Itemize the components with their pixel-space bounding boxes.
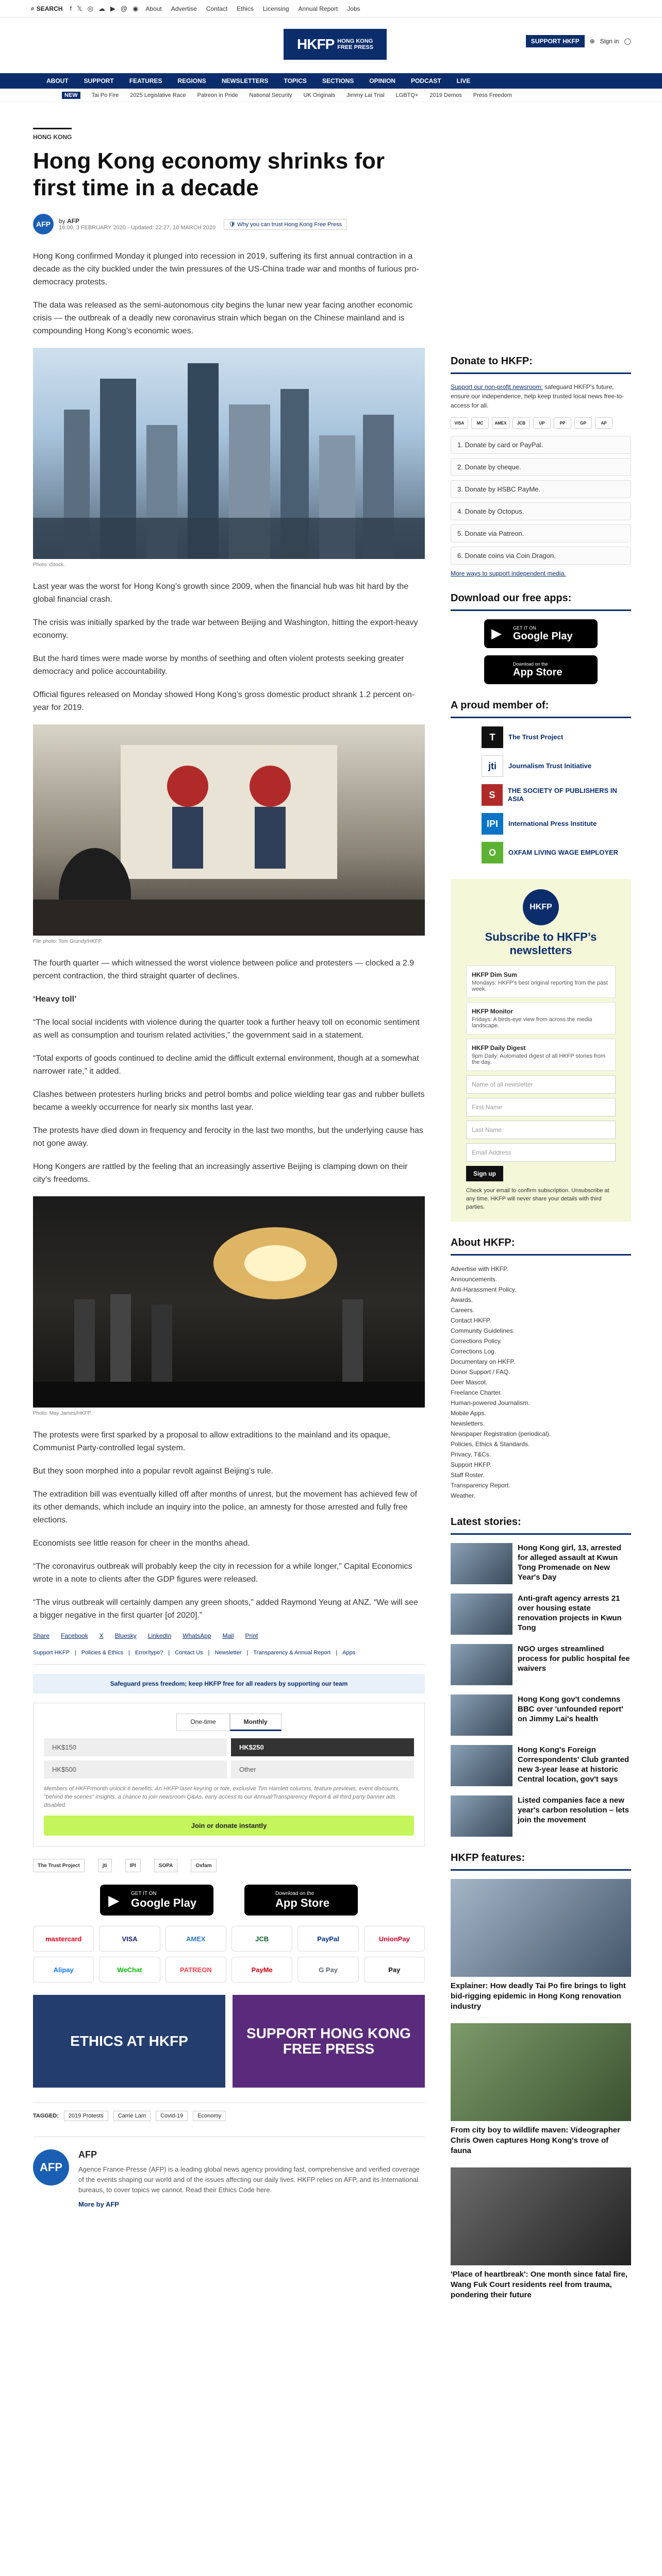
- paragraph: Economists see little reason for cheer in the months ahead.: [33, 1539, 250, 1548]
- nav-regions[interactable]: REGIONS: [177, 77, 206, 84]
- about-link[interactable]: Privacy, T&Cs.: [451, 1451, 491, 1458]
- app-buttons: [33, 1885, 425, 1916]
- freq-one-time[interactable]: One-time: [176, 1714, 229, 1731]
- frequency-toggle: [44, 1714, 414, 1731]
- share-mail[interactable]: Mail: [222, 1632, 234, 1639]
- share-label[interactable]: Share: [33, 1632, 50, 1639]
- about-link[interactable]: Staff Roster.: [451, 1471, 485, 1479]
- member-logo[interactable]: IPI International Press Institute: [482, 813, 631, 835]
- shield-icon: 🛡: [228, 221, 238, 228]
- paragraph: The fourth quarter — which witnessed the worst violence between police and protesters — clocked a 2.9 percent contraction, the third straight quarter of declines.: [33, 959, 415, 980]
- first-name-field[interactable]: First Name: [466, 1098, 616, 1116]
- paragraph: The extradition bill was eventually killed off after months of unrest, but the movement has achieved few of its other demands, which include an inquiry into the police, an amnesty for those arrested and fully free elections.: [33, 1490, 417, 1524]
- donate-title: Donate to HKFP:: [451, 355, 631, 374]
- latest-story[interactable]: Listed companies face a new year's carbon resolution – lets join the movement: [451, 1795, 631, 1837]
- youtube-icon[interactable]: ▶: [110, 4, 115, 12]
- top-link-contact[interactable]: Contact: [206, 5, 228, 12]
- about-link[interactable]: Community Guidelines.: [451, 1327, 515, 1334]
- sidebar-google-play[interactable]: ▶ GET IT ON Google Play: [484, 619, 598, 648]
- photo-caption: Photo: iStock.: [33, 562, 65, 568]
- app-store-button[interactable]: Download on the App Store: [244, 1885, 358, 1916]
- about-link[interactable]: Awards.: [451, 1296, 473, 1303]
- tags-row: [33, 2102, 425, 2121]
- partner-logo[interactable]: Oxfam: [191, 1859, 216, 1872]
- share-print[interactable]: Print: [245, 1632, 258, 1639]
- search-button[interactable]: ⌕ SEARCH: [31, 5, 63, 12]
- photo-caption: File photo: Tom Grundy/HKFP.: [33, 939, 103, 944]
- more-by-link[interactable]: More by AFP: [78, 2200, 119, 2208]
- tag[interactable]: Covid-19: [156, 2111, 188, 2121]
- footer-link[interactable]: Apps: [342, 1650, 356, 1656]
- sign-in-link[interactable]: Sign in: [600, 38, 619, 45]
- donate-text-link[interactable]: Support our non-profit newsroom:: [451, 383, 543, 391]
- pay-method[interactable]: PayMe: [231, 1957, 292, 1982]
- sub-nav: [0, 89, 662, 102]
- top-link-advertise[interactable]: Advertise: [171, 5, 197, 12]
- top-link-about[interactable]: About: [145, 5, 162, 12]
- newsletter-field[interactable]: Name of all newsletter: [466, 1075, 616, 1094]
- subheading: ‘Heavy toll’: [33, 995, 77, 1004]
- paragraph: The crisis was initially sparked by the trade war between Beijing and Washington, hitting the export-heavy economy.: [33, 618, 418, 640]
- about-link[interactable]: Documentary on HKFP.: [451, 1358, 516, 1365]
- pay-method[interactable]: Pay: [364, 1957, 425, 1982]
- social-icons: [70, 5, 138, 13]
- share-bar: [33, 1632, 425, 1639]
- donate-option[interactable]: 2. Donate by cheque.: [451, 458, 631, 476]
- donate-option[interactable]: 4. Donate by Octopus.: [451, 502, 631, 520]
- newsletter-title: Subscribe to HKFP’s newsletters: [485, 930, 597, 957]
- tag[interactable]: Economy: [193, 2111, 226, 2121]
- bluesky-icon[interactable]: ☁: [98, 4, 105, 12]
- about-link[interactable]: Freelance Charter.: [451, 1389, 502, 1396]
- photo-caption: Photo: May James/HKFP.: [33, 1411, 92, 1416]
- story-thumbnail: [451, 1543, 512, 1584]
- subnav-item[interactable]: National Security: [249, 92, 292, 98]
- pay-method[interactable]: mastercard: [33, 1926, 94, 1952]
- more-ways-link[interactable]: More ways to support independent media.: [451, 570, 566, 577]
- trust-badge[interactable]: 🛡 Why you can trust Hong Kong Free Press: [224, 219, 346, 230]
- article-body: [33, 250, 425, 1622]
- donate-text: Support our non-profit newsroom: safeguard HKFP's future, ensure our independence, help keep trusted local news free-to-access for all.: [451, 383, 624, 409]
- about-link[interactable]: Mobile Apps.: [451, 1410, 486, 1417]
- latest-title: Latest stories:: [451, 1516, 631, 1535]
- nav-newsletters[interactable]: NEWSLETTERS: [221, 77, 269, 84]
- paragraph: “The local social incidents with violence during the quarter took a further heavy toll on economic sentiment as well as consumption and tourism related activities,” the government said in a statement.: [33, 1018, 420, 1040]
- footer-link[interactable]: Policies & Ethics: [81, 1650, 124, 1656]
- about-link[interactable]: Corrections Log.: [451, 1348, 496, 1355]
- support-hkfp-button[interactable]: SUPPORT HKFP: [526, 35, 585, 47]
- donate-widget: [33, 1703, 425, 1846]
- pay-icon: MC: [471, 417, 489, 429]
- subnav-item[interactable]: UK Originals: [303, 92, 336, 98]
- play-store-icon: ▶: [491, 625, 502, 641]
- about-link[interactable]: Deer Mascot.: [451, 1379, 488, 1386]
- paragraph: “The coronavirus outbreak will probably keep the city in recession for a while longer,” Capital Economics wrote in a note to clients after the GDP figures were released.: [33, 1562, 412, 1584]
- share-facebook[interactable]: Facebook: [61, 1632, 88, 1639]
- about-link[interactable]: Transparency Report.: [451, 1482, 510, 1489]
- skyline-illustration: [33, 348, 425, 559]
- latest-story[interactable]: Anti-graft agency arrests 21 over housing estate renovation projects in Kwun Tong: [451, 1594, 631, 1635]
- top-right: [526, 35, 631, 47]
- subnav-item[interactable]: 2025 Legislative Race: [130, 92, 186, 98]
- amount-option-selected[interactable]: HK$250: [231, 1738, 414, 1756]
- pay-method[interactable]: Alipay: [33, 1957, 94, 1982]
- join-donate-button[interactable]: Join or donate instantly: [44, 1816, 414, 1836]
- last-name-field[interactable]: Last Name: [466, 1121, 616, 1139]
- donate-option[interactable]: 5. Donate via Patreon.: [451, 524, 631, 543]
- subnav-item[interactable]: Press Freedom: [473, 92, 512, 98]
- donate-option[interactable]: 3. Donate by HSBC PayMe.: [451, 480, 631, 498]
- donate-option[interactable]: 1. Donate by card or PayPal.: [451, 436, 631, 454]
- footer-link[interactable]: Support HKFP: [33, 1650, 70, 1656]
- feature-story[interactable]: Explainer: How deadly Tai Po fire brings to light bid-rigging epidemic in Hong Kong renovation industry: [451, 1879, 631, 2012]
- article-dates: 16:00, 3 FEBRUARY 2020 · Updated: 22:27, 10 MARCH 2020: [59, 225, 216, 231]
- paragraph: The protests have died down in frequency and ferocity in the last two months, but the underlying cause has not gone away.: [33, 1126, 423, 1148]
- author-name[interactable]: AFP: [78, 2149, 97, 2160]
- feature-image: [451, 1879, 631, 1977]
- sidebar-app-store[interactable]: Download on the App Store: [484, 655, 598, 684]
- about-list: [451, 1264, 631, 1501]
- story-thumbnail: [451, 1745, 512, 1786]
- paragraph: “Total exports of goods continued to decline amid the difficult external environment, though at a somewhat narrower rate,” it added.: [33, 1054, 419, 1076]
- subnav-item[interactable]: Patreon in Pride: [197, 92, 238, 98]
- about-link[interactable]: Newsletters.: [451, 1420, 485, 1427]
- facebook-icon[interactable]: f: [70, 4, 72, 12]
- newsletter-note: Check your email to confirm subscription. Unsubscribe at any time. HKFP will never share your details with third parties.: [466, 1188, 609, 1210]
- email-field[interactable]: Email Address: [466, 1143, 616, 1162]
- paragraph: Hong Kongers are rattled by the feeling that an increasingly assertive Beijing is clamping down on their city’s freedoms.: [33, 1162, 408, 1184]
- sidebar: [451, 355, 631, 2312]
- author-link[interactable]: AFP: [67, 217, 80, 225]
- paragraph: The data was released as the semi-autonomous city begins the lunar new year facing another economic crisis — the outbreak of a deadly new coronavirus strain which began on the Chinese mainland and is compounding Hong Kong’s economic woes.: [33, 301, 413, 335]
- author-box-avatar[interactable]: AFP: [33, 2149, 69, 2185]
- member-logo[interactable]: jti Journalism Trust Initiative: [482, 755, 631, 777]
- pay-icon: JCB: [512, 417, 530, 429]
- ethics-promo[interactable]: ETHICS AT HKFP: [33, 1995, 225, 2088]
- pay-method[interactable]: AMEX: [166, 1926, 226, 1952]
- about-link[interactable]: Contact HKFP.: [451, 1317, 491, 1324]
- nav-opinion[interactable]: OPINION: [369, 77, 395, 84]
- about-link[interactable]: Advertise with HKFP.: [451, 1265, 508, 1273]
- latest-story[interactable]: Hong Kong's Foreign Correspondents' Club granted new 3-year lease at historic Central location, gov't says: [451, 1745, 631, 1786]
- user-icon[interactable]: ◯: [624, 38, 631, 45]
- nav-about[interactable]: ABOUT: [46, 77, 69, 84]
- article-kicker[interactable]: HONG KONG: [33, 128, 72, 141]
- paragraph: Hong Kong confirmed Monday it plunged into recession in 2019, suffering its first annual contraction in a decade as the city buckled under the twin pressures of the US-China trade war and months of furious pro-democracy protests.: [33, 252, 419, 286]
- subnav-item[interactable]: Tai Po Fire: [91, 92, 119, 98]
- newsletter-option[interactable]: HKFP Daily Digest 9pm Daily: Automated digest of all HKFP stories from the day.: [466, 1039, 616, 1071]
- nav-sections[interactable]: SECTIONS: [322, 77, 354, 84]
- about-link[interactable]: Human-powered Journalism.: [451, 1399, 530, 1406]
- top-link-ethics[interactable]: Ethics: [237, 5, 254, 12]
- mural-illustration: [33, 724, 425, 936]
- proud-title: A proud member of:: [451, 700, 631, 718]
- about-link[interactable]: Donor Support / FAQ.: [451, 1368, 510, 1376]
- top-link-licensing[interactable]: Licensing: [262, 5, 289, 12]
- paragraph: But they soon morphed into a popular revolt against Beijing’s rule.: [33, 1467, 273, 1476]
- pay-icon: GP: [574, 417, 592, 429]
- amount-options: [44, 1738, 414, 1778]
- top-links: [145, 5, 360, 12]
- story-thumbnail: [451, 1795, 512, 1837]
- support-promo[interactable]: SUPPORT HONG KONG FREE PRESS: [233, 1995, 425, 2088]
- clash-illustration: [33, 1196, 425, 1408]
- tagged-label: TAGGED:: [33, 2113, 59, 2119]
- top-bar: [0, 0, 662, 18]
- partner-logo[interactable]: SOPA: [154, 1859, 178, 1872]
- nav-features[interactable]: FEATURES: [129, 77, 162, 84]
- tag[interactable]: Carrie Lam: [113, 2111, 151, 2121]
- newsletter-box: [451, 879, 631, 1222]
- share-bluesky[interactable]: Bluesky: [114, 1632, 137, 1639]
- about-link[interactable]: Newspaper Registration (periodical).: [451, 1430, 551, 1437]
- feature-image: [451, 2023, 631, 2121]
- about-title: About HKFP:: [451, 1237, 631, 1256]
- freq-monthly[interactable]: Monthly: [230, 1714, 282, 1731]
- play-store-icon: ▶: [108, 1892, 120, 1908]
- footer-link[interactable]: Error/typo?: [135, 1650, 163, 1656]
- author-avatar[interactable]: AFP: [33, 214, 54, 234]
- partner-logos: [33, 1859, 425, 1872]
- partner-logo[interactable]: The Trust Project: [33, 1859, 85, 1872]
- pay-method[interactable]: JCB: [231, 1926, 292, 1952]
- payment-methods: [33, 1926, 425, 1982]
- subnav-item[interactable]: LGBTQ+: [395, 92, 419, 98]
- about-link[interactable]: Corrections Policy.: [451, 1337, 502, 1345]
- rss-icon[interactable]: ◉: [133, 4, 139, 12]
- latest-story[interactable]: Hong Kong gov't condemns BBC over 'unfounded report' on Jimmy Lai's health: [451, 1694, 631, 1736]
- story-thumbnail: [451, 1644, 512, 1685]
- footer-link[interactable]: Contact Us: [175, 1650, 203, 1656]
- donate-option[interactable]: 6. Donate coins via Coin Dragon.: [451, 547, 631, 565]
- article-headline: Hong Kong economy shrinks for first time in a decade: [33, 148, 385, 200]
- safeguard-banner[interactable]: Safeguard press freedom; keep HKFP free for all readers by supporting our team: [33, 1674, 425, 1693]
- new-badge: NEW: [62, 92, 80, 99]
- paragraph: But the hard times were made worse by months of seething and often violent protests seeking greater democracy and police accountability.: [33, 654, 404, 676]
- pay-method[interactable]: WeChat: [99, 1957, 160, 1982]
- paragraph: Clashes between protesters hurling bricks and petrol bombs and police wielding tear gas and rubber bullets became a weekly occurrence for nearly six months last year.: [33, 1090, 425, 1112]
- about-link[interactable]: Anti-Harassment Policy.: [451, 1286, 517, 1293]
- pay-method[interactable]: G Pay: [297, 1957, 358, 1982]
- globe-icon[interactable]: ⊕: [589, 38, 595, 45]
- share-whatsapp[interactable]: WhatsApp: [183, 1632, 211, 1639]
- amount-option[interactable]: HK$500: [44, 1760, 227, 1778]
- tag[interactable]: 2019 Protests: [64, 2111, 108, 2121]
- instagram-icon[interactable]: ◎: [87, 4, 93, 12]
- pay-icon: UP: [533, 417, 551, 429]
- nav-support[interactable]: SUPPORT: [84, 77, 114, 84]
- member-logo[interactable]: T The Trust Project: [482, 726, 631, 748]
- about-link[interactable]: Announcements.: [451, 1276, 498, 1283]
- donate-options: [451, 436, 631, 565]
- article: [33, 128, 425, 2210]
- promo-banners: [33, 1995, 425, 2088]
- nav-live[interactable]: LIVE: [456, 77, 471, 84]
- byline: AFP by AFP 16:00, 3 FEBRUARY 2020 · Updated: 22:27, 10 MARCH 2020 🛡 Why you can trust Hong Kong Free Press: [33, 214, 425, 234]
- pay-method[interactable]: VISA: [99, 1926, 160, 1952]
- signup-button[interactable]: Sign up: [466, 1166, 503, 1181]
- newsletter-logo: HKFP: [523, 889, 559, 925]
- newsletter-option[interactable]: HKFP Monitor Fridays: A birds-eye view from across the media landscape.: [466, 1002, 616, 1035]
- feature-image: [451, 2167, 631, 2265]
- protest-mural-photo[interactable]: [33, 724, 425, 936]
- about-link[interactable]: Support HKFP.: [451, 1461, 492, 1468]
- paragraph: “The virus outbreak will certainly dampen any green shoots,” added Raymond Yeung at ANZ. “We will see a bigger negative in the first quarter [of 2020].”: [33, 1598, 418, 1620]
- amount-option[interactable]: HK$150: [44, 1738, 227, 1756]
- paragraph: Last year was the worst for Hong Kong’s growth since 2009, when the financial hub was hit hard by the global financial crash.: [33, 582, 409, 604]
- nav-podcast[interactable]: PODCAST: [410, 77, 441, 84]
- apps-title: Download our free apps:: [451, 592, 631, 611]
- google-play-button[interactable]: ▶ GET IT ON Google Play: [100, 1885, 213, 1916]
- top-link-jobs[interactable]: Jobs: [347, 5, 360, 12]
- partner-logo[interactable]: jti: [98, 1859, 112, 1872]
- members-note: Members of HKFP/month unlock 6 benefits: An HKFP laser keyring or tote, exclusive Tim Hamlett columns, feature previews, event discounts, "behind the scenes" insights, a chance to join newsroom Q&As, early access to our Annual/Transparency Report & all third party banner ads disabled.: [44, 1786, 400, 1808]
- features-title: HKFP features:: [451, 1852, 631, 1871]
- story-thumbnail: [451, 1594, 512, 1635]
- nav-topics[interactable]: TOPICS: [284, 77, 307, 84]
- latest-story[interactable]: NGO urges streamlined process for public hospital fee waivers: [451, 1644, 631, 1685]
- paragraph: Official figures released on Monday showed Hong Kong’s gross domestic product shrank 1.2 percent on-year for 2019.: [33, 690, 415, 712]
- police-clash-photo[interactable]: [33, 1196, 425, 1408]
- amount-option-other[interactable]: Other: [231, 1760, 414, 1778]
- search-icon: ⌕: [31, 5, 35, 12]
- member-logo[interactable]: O OXFAM LIVING WAGE EMPLOYER: [482, 842, 631, 863]
- footer-link[interactable]: Newsletter: [214, 1650, 242, 1656]
- about-link[interactable]: Weather.: [451, 1492, 475, 1499]
- share-linkedin[interactable]: LinkedIn: [147, 1632, 172, 1639]
- partner-logo[interactable]: IPI: [125, 1859, 141, 1872]
- pay-method[interactable]: PATREON: [166, 1957, 226, 1982]
- author-box: [33, 2137, 425, 2210]
- pay-icon: AP: [595, 417, 613, 429]
- pay-method[interactable]: PayPal: [297, 1926, 358, 1952]
- top-link-annual-report[interactable]: Annual Report: [298, 5, 338, 12]
- pay-method[interactable]: UnionPay: [364, 1926, 425, 1952]
- subnav-item[interactable]: 2019 Demos: [429, 92, 462, 98]
- main-nav: [0, 73, 662, 89]
- member-logo[interactable]: S THE SOCIETY OF PUBLISHERS IN ASIA: [482, 784, 631, 806]
- x-icon[interactable]: 𝕏: [77, 4, 82, 12]
- pay-icon: AMEX: [492, 417, 509, 429]
- paragraph: The protests were first sparked by a proposal to allow extraditions to the mainland and its opaque, Communist Party-controlled legal system.: [33, 1431, 390, 1452]
- sidebar-pay-icons: [451, 417, 631, 429]
- newsletter-option[interactable]: HKFP Dim Sum Mondays: HKFP's best original reporting from the past week.: [466, 965, 616, 998]
- story-thumbnail: [451, 1694, 512, 1736]
- threads-icon[interactable]: @: [120, 4, 128, 12]
- latest-story[interactable]: Hong Kong girl, 13, arrested for alleged assault at Kwun Tong Promenade on New Year's Day: [451, 1543, 631, 1584]
- site-logo[interactable]: HKFP HONG KONG FREE PRESS: [284, 29, 387, 60]
- subnav-item[interactable]: Jimmy Lai Trial: [346, 92, 385, 98]
- author-bio: Agence France-Presse (AFP) is a leading global news agency providing fast, comprehensive and verified coverage of the events shaping our world and of the issues affecting our daily lives. HKFP relies on AFP, and its International bureaus, to cover topics we cannot. Read their Ethics Code here.: [78, 2165, 420, 2194]
- feature-story[interactable]: 'Place of heartbreak': One month since fatal fire, Wang Fuk Court residents reel from trauma, pondering their future: [451, 2167, 631, 2300]
- about-link[interactable]: Policies, Ethics & Standards.: [451, 1440, 530, 1448]
- share-x[interactable]: X: [99, 1632, 104, 1639]
- skyline-photo[interactable]: [33, 348, 425, 559]
- pay-icon: VISA: [451, 417, 468, 429]
- about-link[interactable]: Careers.: [451, 1307, 475, 1314]
- article-footer-links: Support HKFP | Policies & Ethics | Error/typo? | Contact Us | Newsletter | Transparency & Annual Report | Apps: [33, 1650, 425, 1665]
- feature-story[interactable]: From city boy to wildlife maven: Videographer Chris Owen captures Hong Kong's trove of fauna: [451, 2023, 631, 2156]
- pay-icon: PP: [554, 417, 571, 429]
- footer-link[interactable]: Transparency & Annual Report: [253, 1650, 331, 1656]
